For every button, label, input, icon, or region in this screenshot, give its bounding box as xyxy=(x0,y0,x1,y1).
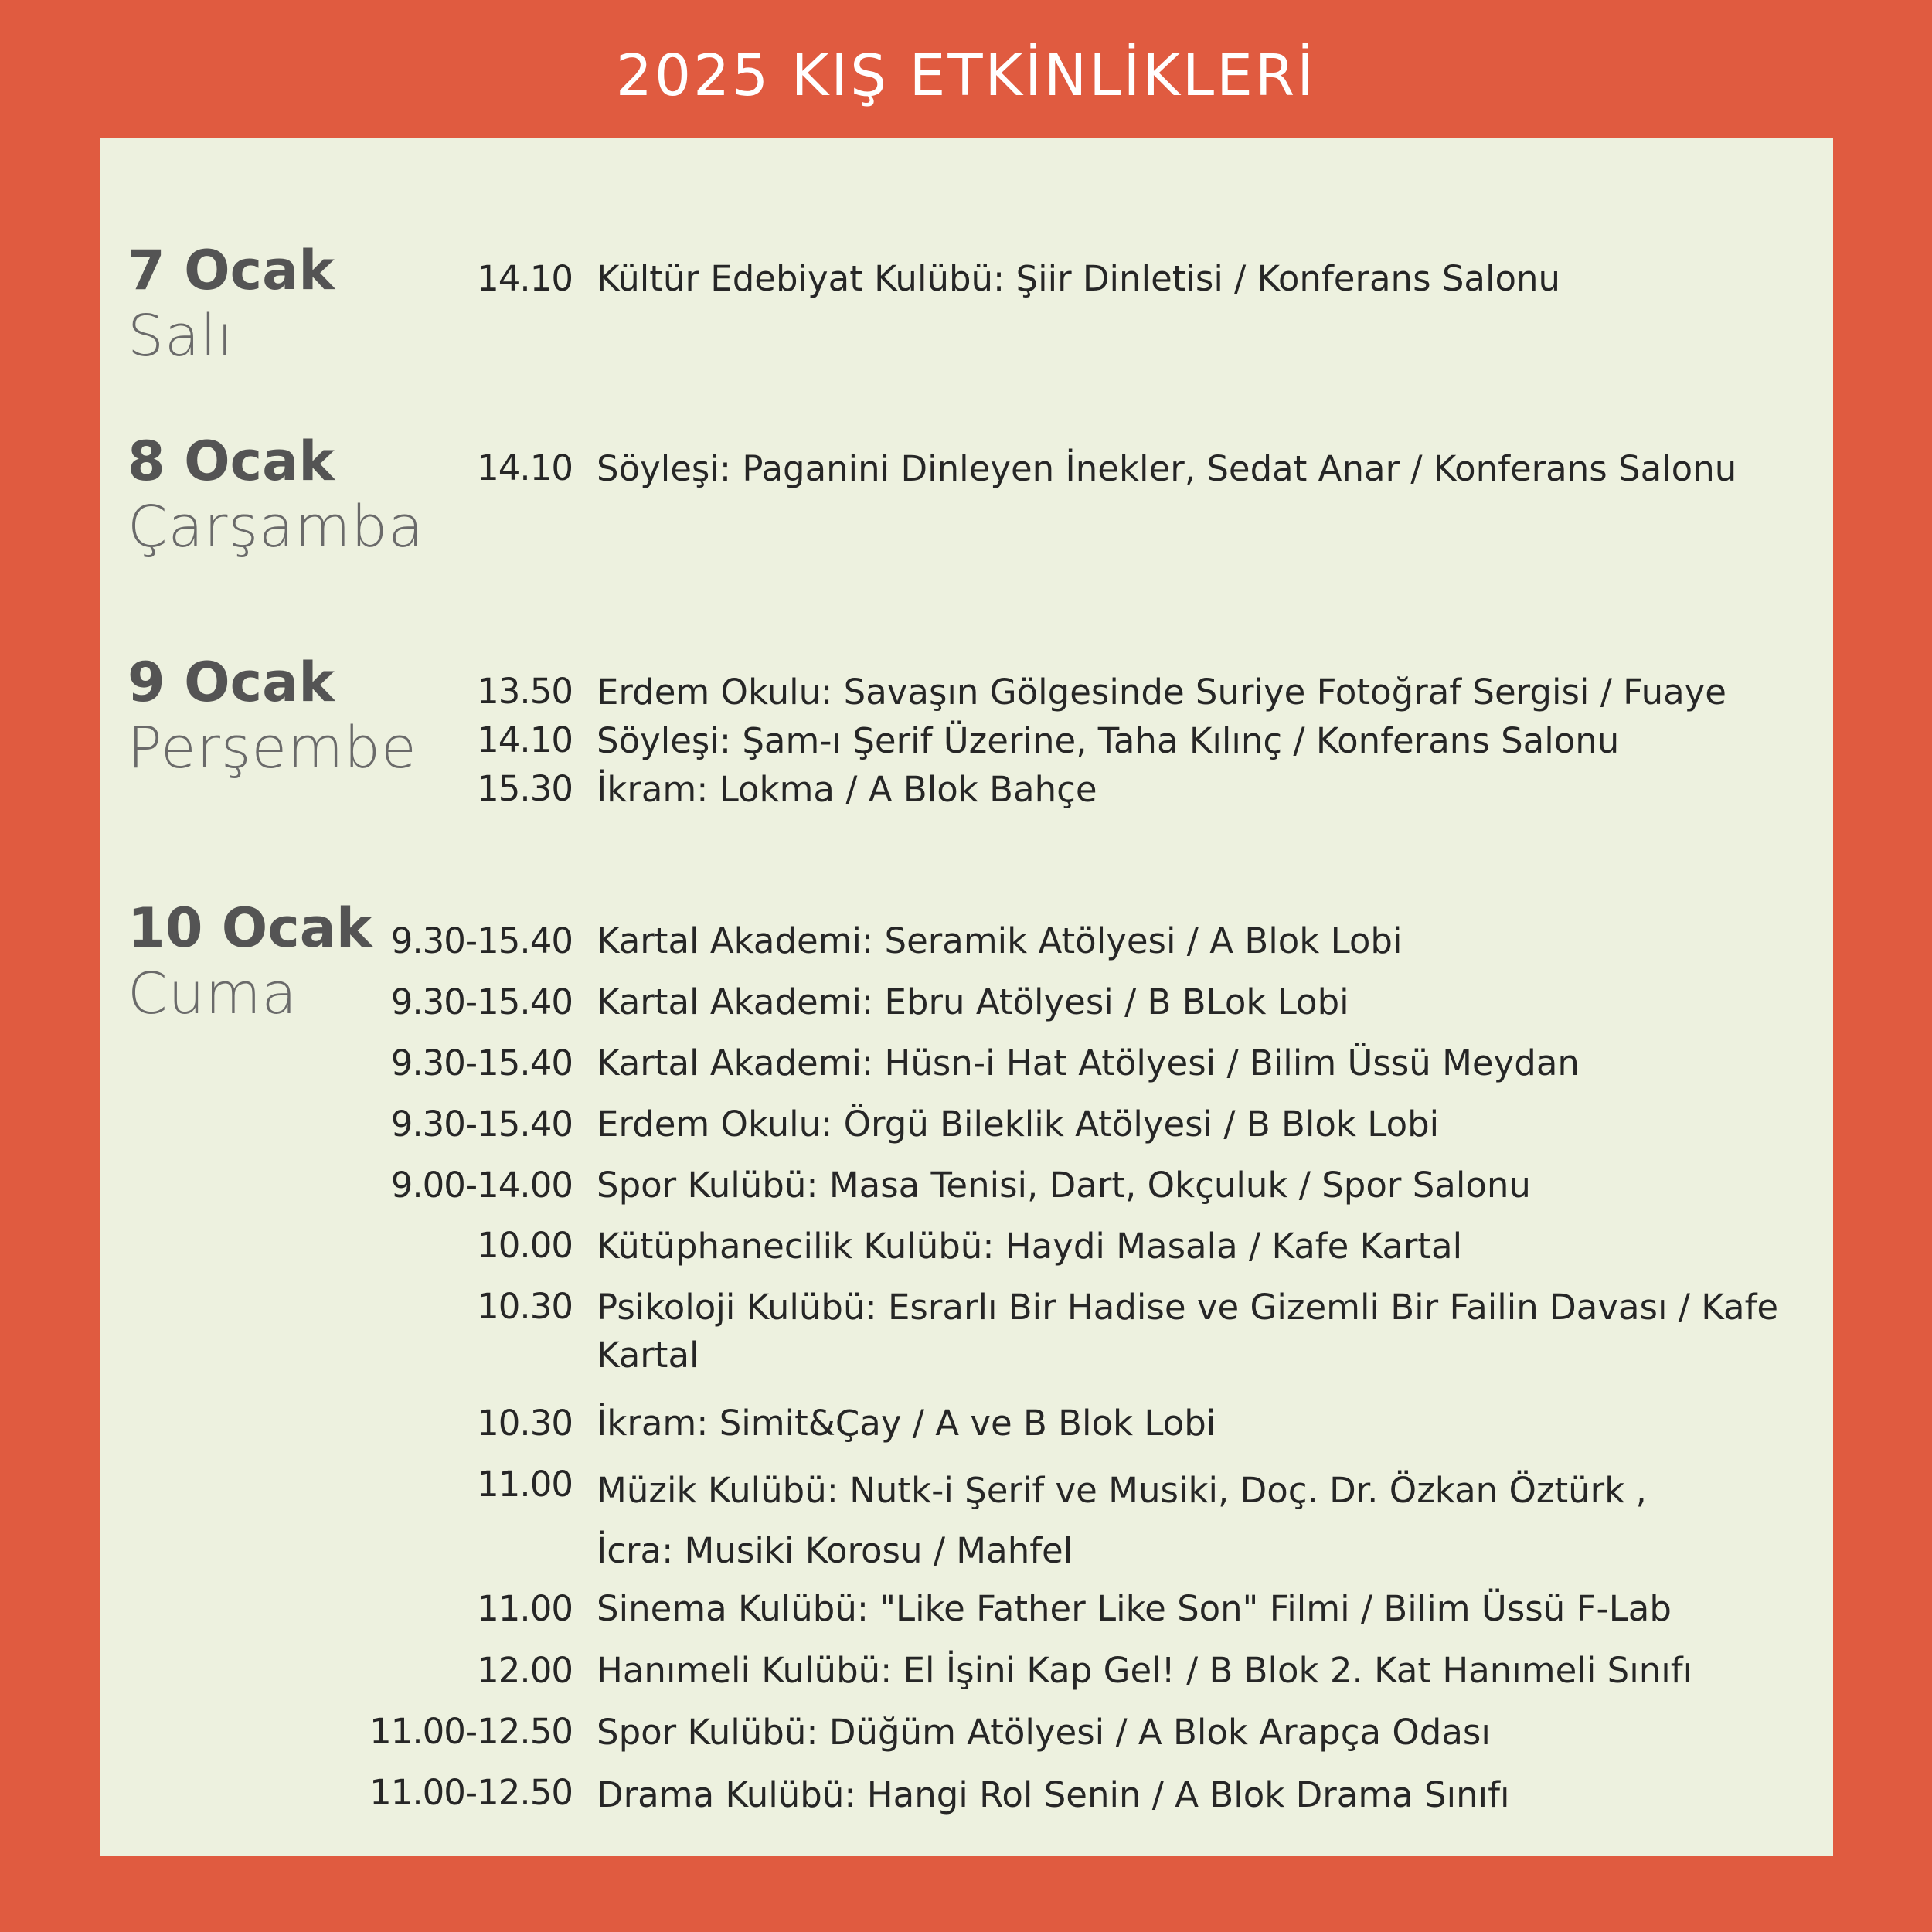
event-description: Drama Kulübü: Hangi Rol Senin / A Blok Drama Sınıfı xyxy=(597,1774,1510,1815)
event-description: Söyleşi: Paganini Dinleyen İnekler, Sedat Anar / Konferans Salonu xyxy=(597,448,1737,489)
event-description: Kütüphanecilik Kulübü: Haydi Masala / Kafe Kartal xyxy=(597,1226,1463,1267)
event-description: Söyleşi: Şam-ı Şerif Üzerine, Taha Kılınç / Konferans Salonu xyxy=(597,720,1620,761)
event-description: Erdem Okulu: Savaşın Gölgesinde Suriye Fotoğraf Sergisi / Fuaye xyxy=(597,672,1726,713)
event-time: 11.00 xyxy=(477,1588,573,1629)
event-description: İkram: Simit&Çay / A ve B Blok Lobi xyxy=(597,1403,1216,1444)
event-time: 10.30 xyxy=(477,1286,573,1327)
event-time: 9.30-15.40 xyxy=(390,920,573,961)
day-heading xyxy=(128,239,335,370)
day-heading xyxy=(128,430,424,561)
day-date: 9 Ocak xyxy=(128,651,335,714)
event-description: Erdem Okulu: Örgü Bileklik Atölyesi / B Blok Lobi xyxy=(597,1104,1440,1145)
event-time: 10.00 xyxy=(477,1225,573,1266)
event-description: Kültür Edebiyat Kulübü: Şiir Dinletisi / Konferans Salonu xyxy=(597,258,1561,299)
event-description: Hanımeli Kulübü: El İşini Kap Gel! / B Blok 2. Kat Hanımeli Sınıfı xyxy=(597,1650,1693,1691)
event-description: Spor Kulübü: Düğüm Atölyesi / A Blok Arapça Odası xyxy=(597,1712,1491,1753)
event-description: Sinema Kulübü: "Like Father Like Son" Filmi / Bilim Üssü F-Lab xyxy=(597,1588,1672,1629)
event-time: 11.00-12.50 xyxy=(369,1772,573,1813)
event-description: Müzik Kulübü: Nutk-i Şerif ve Musiki, Doç. Dr. Özkan Öztürk , İcra: Musiki Korosu / Mahfel xyxy=(597,1470,1647,1571)
event-time: 14.10 xyxy=(477,719,573,760)
event-time: 11.00-12.50 xyxy=(369,1711,573,1752)
event-time: 9.00-14.00 xyxy=(390,1165,573,1206)
event-time: 9.30-15.40 xyxy=(390,1104,573,1145)
page-title: 2025 KIŞ ETKİNLİKLERİ xyxy=(615,43,1317,109)
day-date: 7 Ocak xyxy=(128,239,335,302)
event-time: 14.10 xyxy=(477,258,573,299)
day-weekday: Perşembe xyxy=(128,715,417,781)
event-time: 10.30 xyxy=(477,1403,573,1444)
event-description: Kartal Akademi: Ebru Atölyesi / B BLok Lobi xyxy=(597,981,1349,1022)
event-time: 13.50 xyxy=(477,671,573,712)
event-time: 12.00 xyxy=(477,1650,573,1691)
event-description: Kartal Akademi: Seramik Atölyesi / A Blok Lobi xyxy=(597,920,1403,961)
event-time: 14.10 xyxy=(477,447,573,488)
day-date: 8 Ocak xyxy=(128,430,335,493)
event-time: 11.00 xyxy=(477,1464,573,1505)
event-description: İkram: Lokma / A Blok Bahçe xyxy=(597,769,1097,810)
day-weekday: Çarşamba xyxy=(128,494,424,560)
day-weekday: Cuma xyxy=(128,961,298,1027)
day-heading xyxy=(128,651,417,782)
event-description: Psikoloji Kulübü: Esrarlı Bir Hadise ve Gizemli Bir Failin Davası / Kafe Kartal xyxy=(597,1287,1779,1376)
day-weekday: Salı xyxy=(128,303,234,369)
day-date: 10 Ocak xyxy=(128,896,372,960)
event-description: Kartal Akademi: Hüsn-i Hat Atölyesi / Bilim Üssü Meydan xyxy=(597,1043,1580,1083)
schedule-panel xyxy=(100,138,1833,1856)
event-time: 15.30 xyxy=(477,768,573,809)
event-description: Spor Kulübü: Masa Tenisi, Dart, Okçuluk / Spor Salonu xyxy=(597,1165,1531,1206)
event-time: 9.30-15.40 xyxy=(390,1043,573,1083)
day-heading xyxy=(128,896,372,1028)
event-time: 9.30-15.40 xyxy=(390,981,573,1022)
